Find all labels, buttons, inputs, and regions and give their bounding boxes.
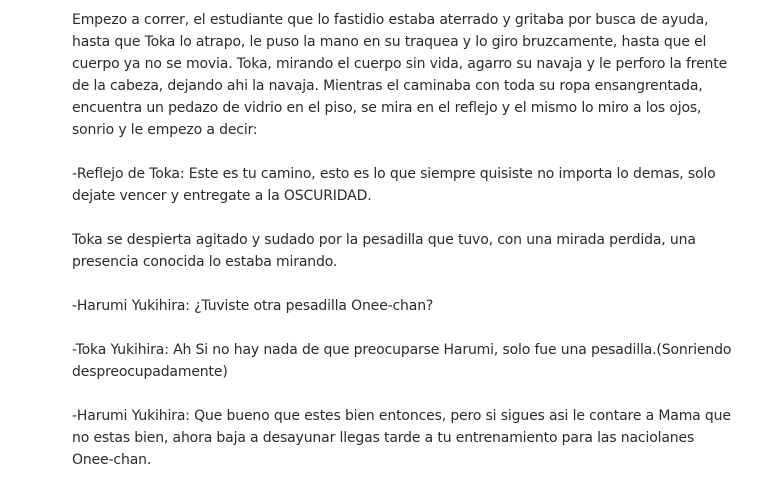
story-text bbox=[72, 9, 732, 493]
paragraph-reflection-dialogue: -Reflejo de Toka: Este es tu camino, esto es lo que siempre quisiste no importa lo demas, solo dejate vencer y entregate a la OSCURIDAD. bbox=[72, 166, 716, 204]
paragraph-narration-2: Toka se despierta agitado y sudado por la pesadilla que tuvo, con una mirada perdida, una presencia conocida lo estaba mirando. bbox=[72, 232, 696, 270]
paragraph-harumi-dialogue-1: -Harumi Yukihira: ¿Tuviste otra pesadilla Onee-chan? bbox=[72, 298, 434, 314]
paragraph-narration-1: Empezo a correr, el estudiante que lo fastidio estaba aterrado y gritaba por busca de ayuda, hasta que Toka lo atrapo, le puso la mano en su traquea y lo giro bruzcamente, hasta que el cuerpo ya no se movia. Toka, mirando el cuerpo sin vida, agarro su navaja y le perforo la frente de la cabeza, dejando ahi la navaja. Mientras el caminaba con toda su ropa ensangrentada, encuentra un pedazo de vidrio en el piso, se mira en el reflejo y el mismo lo miro a los ojos, sonrio y le empezo a decir: bbox=[72, 12, 728, 138]
paragraph-toka-dialogue: -Toka Yukihira: Ah Si no hay nada de que preocuparse Harumi, solo fue una pesadilla.(Sonriendo despreocupadamente) bbox=[72, 342, 732, 380]
paragraph-harumi-dialogue-2: -Harumi Yukihira: Que bueno que estes bien entonces, pero si sigues asi le contare a Mama que no estas bien, ahora baja a desayunar llegas tarde a tu entrenamiento para las naciolanes Onee-chan. bbox=[72, 408, 731, 468]
